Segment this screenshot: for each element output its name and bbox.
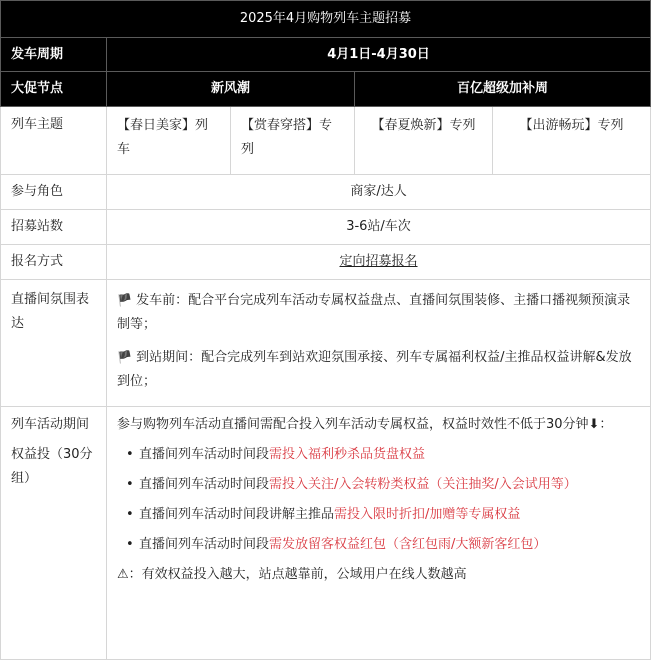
stations-row bbox=[1, 210, 651, 245]
rights-bullets bbox=[117, 443, 640, 557]
theme-item: 【出游畅玩】专列 bbox=[493, 107, 651, 175]
promo-node-a: 新风潮 bbox=[107, 72, 355, 107]
flag-icon: 🏴 bbox=[117, 293, 132, 307]
bullet-dot-icon: • bbox=[126, 537, 134, 552]
registration-label: 报名方式 bbox=[1, 245, 107, 280]
registration-row bbox=[1, 245, 651, 280]
list-item bbox=[117, 443, 640, 467]
list-item bbox=[117, 533, 640, 557]
roles-value: 商家/达人 bbox=[107, 175, 651, 210]
stations-label: 招募站数 bbox=[1, 210, 107, 245]
registration-link[interactable]: 定向招募报名 bbox=[339, 254, 418, 269]
bullet-dot-icon: • bbox=[126, 477, 134, 492]
promo-node-label: 大促节点 bbox=[1, 72, 107, 107]
atmosphere-before-text: 发车前：配合平台完成列车活动专属权益盘点、直播间氛围装修、主播口播视频预演录制等； bbox=[117, 293, 631, 332]
promo-node-b: 百亿超级加补周 bbox=[355, 72, 651, 107]
table-title: 2025年4月购物列车主题招募 bbox=[1, 1, 651, 38]
registration-cell bbox=[107, 245, 651, 280]
period-row bbox=[1, 38, 651, 72]
title-row bbox=[1, 1, 651, 38]
atmosphere-during-text: 到站期间：配合完成列车到站欢迎氛围承接、列车专属福利权益/主推品权益讲解&发放到位； bbox=[117, 350, 632, 389]
rights-label-line2: 权益投（30分组） bbox=[11, 447, 93, 486]
theme-item: 【赏春穿搭】专列 bbox=[231, 107, 355, 175]
roles-row bbox=[1, 175, 651, 210]
rights-label-line1: 列车活动期间 bbox=[11, 417, 90, 432]
rights-content bbox=[107, 407, 651, 660]
bullet-dot-icon: • bbox=[126, 507, 134, 522]
atmosphere-during bbox=[117, 345, 640, 394]
roles-label: 参与角色 bbox=[1, 175, 107, 210]
theme-item: 【春夏焕新】专列 bbox=[355, 107, 493, 175]
promo-node-row bbox=[1, 72, 651, 107]
rights-intro: 参与购物列车活动直播间需配合投入列车活动专属权益，权益时效性不低于30分钟⬇： bbox=[117, 417, 613, 432]
theme-item: 【春日美家】列车 bbox=[107, 107, 231, 175]
bullet-highlight: 需发放留客权益红包（含红包雨/大额新客红包） bbox=[269, 537, 547, 552]
bullet-prefix: 直播间列车活动时间段 bbox=[139, 477, 270, 492]
period-value: 4月1日-4月30日 bbox=[107, 38, 651, 72]
theme-label: 列车主题 bbox=[1, 107, 107, 175]
atmosphere-content bbox=[107, 280, 651, 407]
period-label: 发车周期 bbox=[1, 38, 107, 72]
bullet-highlight: 需投入限时折扣/加赠等专属权益 bbox=[334, 507, 521, 522]
bullet-prefix: 直播间列车活动时间段讲解主推品 bbox=[139, 507, 335, 522]
bullet-dot-icon: • bbox=[126, 447, 134, 462]
stations-value: 3-6站/车次 bbox=[107, 210, 651, 245]
bullet-highlight: 需投入福利秒杀品货盘权益 bbox=[269, 447, 426, 462]
bullet-prefix: 直播间列车活动时间段 bbox=[139, 447, 270, 462]
rights-label bbox=[1, 407, 107, 660]
theme-row bbox=[1, 107, 651, 175]
bullet-prefix: 直播间列车活动时间段 bbox=[139, 537, 270, 552]
list-item bbox=[117, 503, 640, 527]
atmosphere-row bbox=[1, 280, 651, 407]
rights-note: ⚠：有效权益投入越大，站点越靠前，公域用户在线人数越高 bbox=[117, 567, 467, 582]
bullet-highlight: 需投入关注/入会转粉类权益（关注抽奖/入会试用等） bbox=[269, 477, 577, 492]
atmosphere-label: 直播间氛围表达 bbox=[1, 280, 107, 407]
rights-row bbox=[1, 407, 651, 660]
atmosphere-before bbox=[117, 288, 640, 337]
flag-icon: 🏴 bbox=[117, 350, 132, 364]
list-item bbox=[117, 473, 640, 497]
